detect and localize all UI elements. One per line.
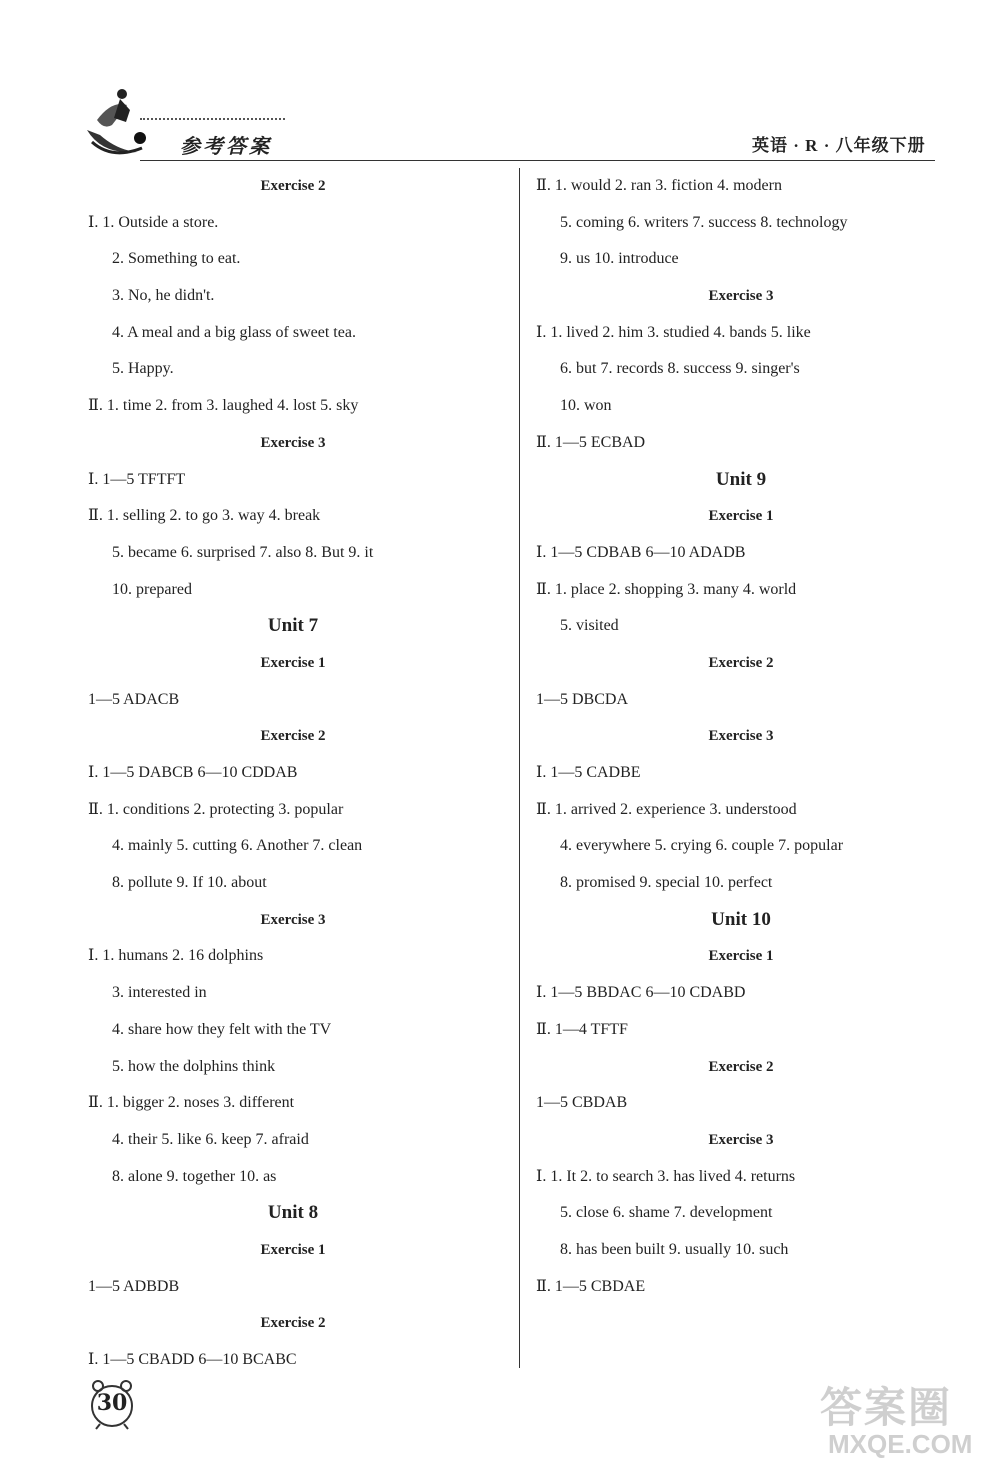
unit-heading: Unit 8 <box>267 1202 319 1224</box>
answer-line: 1—5 ADBDB <box>88 1277 180 1295</box>
exercise-heading: Exercise 2 <box>260 1315 326 1332</box>
exercise-heading: Exercise 3 <box>708 728 774 745</box>
answer-line: Ⅰ. 1. It 2. to search 3. has lived 4. returns <box>536 1167 796 1185</box>
page-number-badge <box>86 1378 138 1430</box>
right-answer-column <box>536 168 956 1305</box>
answer-line: Ⅰ. 1—5 CADBE <box>536 764 641 781</box>
exercise-heading: Exercise 3 <box>708 1131 774 1148</box>
answer-line: Ⅰ. 1. Outside a store. <box>88 213 219 231</box>
answer-line: Ⅰ. 1—5 TFTFT <box>88 470 186 488</box>
unit-heading: Unit 9 <box>715 468 767 490</box>
answer-line: 5. how the dolphins think <box>112 1057 276 1075</box>
answer-line: Ⅰ. 1—5 CBADD 6—10 BCABC <box>88 1351 297 1368</box>
answer-line: Ⅰ. 1. lived 2. him 3. studied 4. bands 5. like <box>536 323 811 341</box>
answer-line: Ⅰ. 1—5 DABCB 6—10 CDDAB <box>88 764 298 781</box>
answer-line: Ⅱ. 1. arrived 2. experience 3. understood <box>536 800 797 818</box>
answer-line: 8. pollute 9. If 10. about <box>112 874 267 892</box>
answer-line: Ⅰ. 1—5 BBDAC 6—10 CDABD <box>536 984 746 1002</box>
answer-line: Ⅰ. 1. humans 2. 16 dolphins <box>88 947 264 965</box>
answer-line: Ⅱ. 1. bigger 2. noses 3. different <box>88 1094 295 1112</box>
answer-line: 5. became 6. surprised 7. also 8. But 9. it <box>112 543 374 561</box>
answer-line: 3. No, he didn't. <box>112 287 215 305</box>
exercise-heading: Exercise 1 <box>708 948 774 965</box>
answer-line: 8. has been built 9. usually 10. such <box>560 1240 789 1258</box>
answer-line: 1—5 ADACB <box>88 690 180 708</box>
exercise-heading: Exercise 1 <box>708 508 774 525</box>
answer-line: 5. coming 6. writers 7. success 8. technology <box>560 213 848 231</box>
header-title: 参考答案 <box>180 136 272 158</box>
exercise-heading: Exercise 3 <box>260 434 326 451</box>
exercise-heading: Exercise 3 <box>260 911 326 928</box>
page-number: 30 <box>96 1390 128 1416</box>
unit-heading: Unit 10 <box>711 908 771 930</box>
answer-line: 10. won <box>560 397 612 415</box>
answer-line: Ⅱ. 1. time 2. from 3. laughed 4. lost 5. sky <box>88 397 359 415</box>
answer-line: Ⅱ. 1. would 2. ran 3. fiction 4. modern <box>536 177 782 194</box>
answer-line: 8. alone 9. together 10. as <box>112 1167 277 1185</box>
answer-line: Ⅱ. 1—4 TFTF <box>536 1020 628 1038</box>
answer-line: 4. share how they felt with the TV <box>112 1020 332 1038</box>
answer-line: 5. Happy. <box>112 360 174 378</box>
left-answer-column <box>88 168 508 1379</box>
answer-line: Ⅱ. 1—5 ECBAD <box>536 433 646 451</box>
column-divider <box>519 168 520 1368</box>
answer-line: 5. close 6. shame 7. development <box>560 1204 773 1222</box>
answer-line: 6. but 7. records 8. success 9. singer's <box>560 360 800 378</box>
answer-line: Ⅰ. 1—5 CDBAB 6—10 ADADB <box>536 543 746 561</box>
exercise-heading: Exercise 2 <box>260 178 326 194</box>
answer-line: 5. visited <box>560 617 619 635</box>
answer-line: 4. mainly 5. cutting 6. Another 7. clean <box>112 837 363 855</box>
answer-line: 4. their 5. like 6. keep 7. afraid <box>112 1130 309 1148</box>
answer-line: 8. promised 9. special 10. perfect <box>560 874 773 892</box>
exercise-heading: Exercise 1 <box>260 654 326 671</box>
unit-heading: Unit 7 <box>267 615 319 637</box>
exercise-heading: Exercise 3 <box>708 288 774 305</box>
exercise-heading: Exercise 2 <box>708 1058 774 1075</box>
header-dotted-rule <box>140 118 285 120</box>
answer-line: 9. us 10. introduce <box>560 250 679 268</box>
answer-line: 1—5 CBDAB <box>536 1094 628 1112</box>
answer-line: Ⅱ. 1. place 2. shopping 3. many 4. world <box>536 580 797 598</box>
answer-line: 4. A meal and a big glass of sweet tea. <box>112 323 356 341</box>
exercise-heading: Exercise 1 <box>260 1241 326 1258</box>
exercise-heading: Exercise 2 <box>708 654 774 671</box>
surfer-logo-icon <box>82 80 152 160</box>
page-header <box>0 0 1000 170</box>
watermark-url: MXQE.COM <box>828 1429 973 1459</box>
answer-line: 1—5 DBCDA <box>536 690 629 708</box>
answer-line: Ⅱ. 1—5 CBDAE <box>536 1277 646 1295</box>
watermark-logo-text: 答案圈 <box>820 1386 953 1432</box>
answer-line: Ⅱ. 1. selling 2. to go 3. way 4. break <box>88 507 321 525</box>
answer-line: Ⅱ. 1. conditions 2. protecting 3. popular <box>88 800 344 818</box>
header-subject: 英语 · R · 八年级下册 <box>752 136 926 155</box>
answer-line: 4. everywhere 5. crying 6. couple 7. popular <box>560 837 844 855</box>
header-rule <box>140 160 935 161</box>
answer-line: 2. Something to eat. <box>112 250 241 268</box>
watermark <box>820 1375 990 1465</box>
answer-line: 3. interested in <box>112 984 207 1002</box>
answer-line: 10. prepared <box>112 580 192 598</box>
exercise-heading: Exercise 2 <box>260 728 326 745</box>
